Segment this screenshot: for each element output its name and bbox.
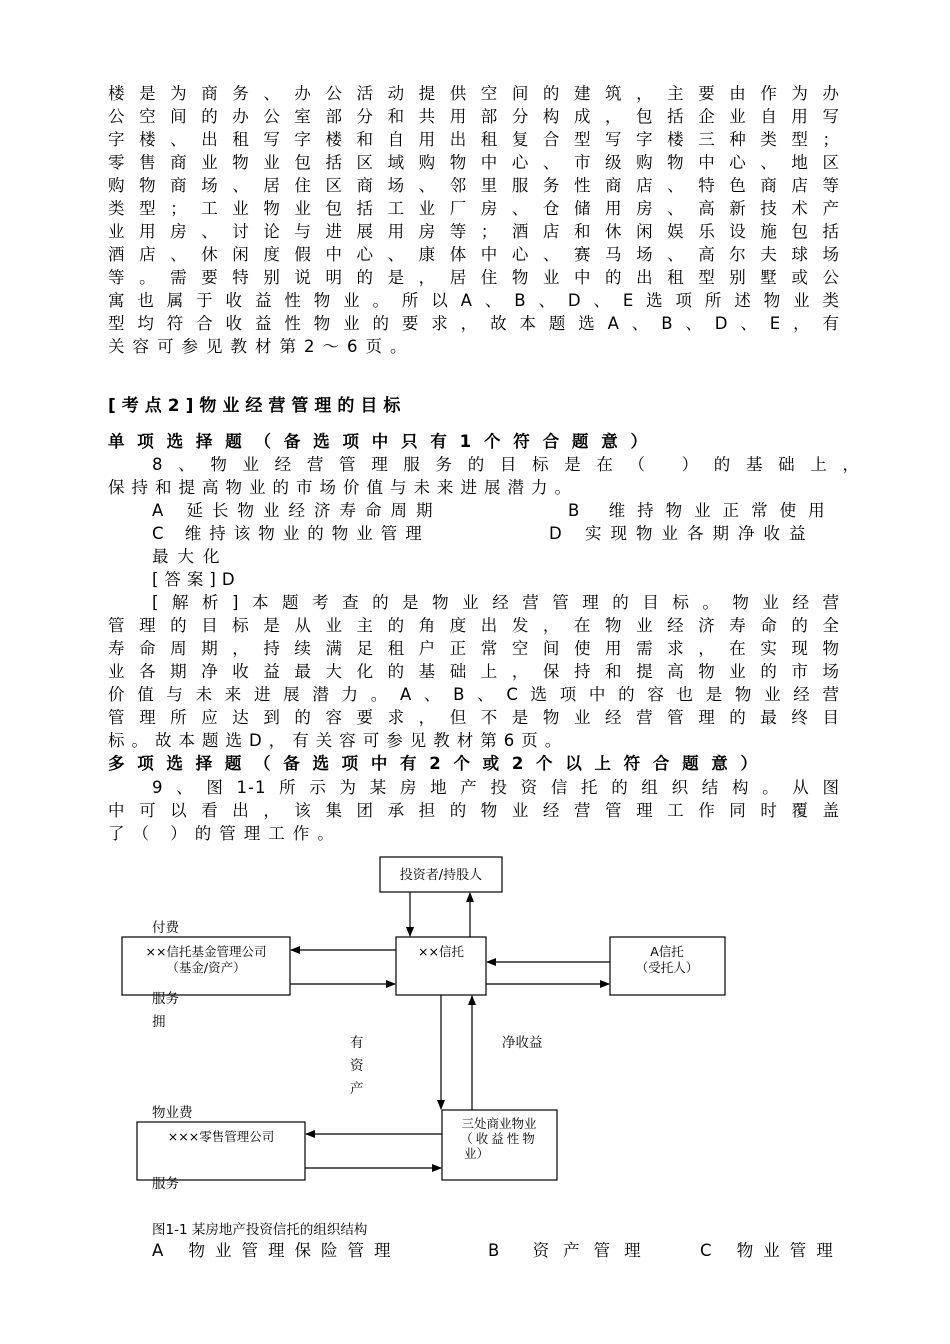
properties-label: 三处商业物业 — [461, 1116, 537, 1131]
question-8-line: 保持和提高物业的市场价值与未来进展潜力。 — [108, 478, 578, 497]
label-have-2: 资 — [350, 1058, 364, 1074]
paragraph-line: 等。需要特别说明的是，居住物业中的出租型别墅或公 — [108, 268, 840, 287]
analysis-line: [解析]本题考查的是物业经营管理的目标。物业经营 — [152, 593, 840, 612]
answer-8: [答案]D — [152, 570, 241, 589]
label-service: 服务 — [152, 991, 179, 1007]
question-9-line: 了（ ）的管理工作。 — [108, 824, 342, 843]
analysis-line: 业各期净收益最大化的基础上，保持和提高物业的市场 — [108, 662, 840, 681]
analysis-line: 管理的目标是从业主的角度出发，在物业经济寿命的全 — [108, 616, 840, 635]
question-8-line: 8、物业经营管理服务的目标是在（ ）的基础上， — [152, 455, 860, 474]
option-c: C 维持该物业的物业管理 — [152, 524, 430, 543]
label-own: 拥 — [152, 1014, 166, 1030]
paragraph-line: 楼是为商务、办公活动提供空间的建筑，主要由作为办 — [108, 84, 840, 103]
label-property-fee: 物业费 — [152, 1105, 193, 1121]
option-d-continued: 最大化 — [152, 547, 229, 566]
question-9-line: 中可以看出，该集团承担的物业经营管理工作同时覆盖 — [108, 801, 840, 820]
paragraph-line: 字楼、出租写字楼和自用出租复合型写字楼三种类型； — [108, 130, 840, 149]
label-fee: 付费 — [152, 920, 179, 936]
fund-company-sublabel: （基金/资产） — [166, 960, 246, 975]
trust-label: ××信托 — [418, 944, 464, 959]
org-structure-diagram — [0, 850, 950, 1210]
question-9-line: 9、图1-1所示为某房地产投资信托的组织结构。从图 — [152, 778, 840, 797]
paragraph-line: 业用房、讨论与进展用房等；酒店和休闲娱乐设施包括 — [108, 222, 840, 241]
label-have-1: 有 — [350, 1035, 364, 1051]
properties-sublabel: （收益性物 — [460, 1131, 538, 1146]
properties-sublabel-2: 业） — [464, 1146, 490, 1161]
single-choice-header: 单项选择题（备选项中只有1个符合题意） — [108, 432, 648, 451]
option-d: D 实现物业各期净收益 — [549, 524, 815, 543]
investor-label: 投资者/持股人 — [399, 868, 483, 883]
paragraph-line: 零售商业物业包括区域购物中心、市级购物中心、地区 — [108, 153, 840, 172]
retail-company-label: ×××零售管理公司 — [167, 1129, 275, 1144]
option-c: C 物业管理 — [700, 1241, 843, 1260]
option-b: B 资产管理 — [488, 1241, 655, 1260]
option-b: B 维持物业正常使用 — [568, 501, 837, 520]
paragraph-line: 寓也属于收益性物业。所以A、B、D、E选项所述物业类 — [108, 291, 840, 310]
paragraph-line: 购物商场、居住区商场、邻里服务性商店、特色商店等 — [108, 176, 840, 195]
a-trust-sublabel: （受托人） — [635, 960, 699, 975]
section-title: [考点2]物业经营管理的目标 — [108, 396, 407, 416]
label-have-3: 产 — [350, 1081, 364, 1097]
analysis-line: 价值与未来进展潜力。A、B、C选项中的容也是物业经营 — [108, 685, 840, 704]
paragraph-line: 类型；工业物业包括工业厂房、仓储用房、高新技术产 — [108, 199, 840, 218]
option-a: A 物业管理保险管理 — [152, 1241, 401, 1260]
label-service-2: 服务 — [152, 1176, 179, 1192]
figure-caption: 图1-1 某房地产投资信托的组织结构 — [152, 1222, 368, 1238]
analysis-line: 管理所应达到的容要求，但不是物业经营管理的最终目 — [108, 708, 840, 727]
a-trust-label: A信托 — [650, 944, 684, 959]
paragraph-line: 关容可参见教材第2～6页。 — [108, 337, 415, 356]
label-net-income: 净收益 — [502, 1035, 543, 1051]
paragraph-line: 酒店、休闲度假中心、康体中心、赛马场、高尔夫球场 — [108, 245, 840, 264]
option-a: A 延长物业经济寿命周期 — [152, 501, 442, 520]
analysis-line: 标。故本题选D，有关容可参见教材第6页。 — [108, 731, 569, 750]
multi-choice-header: 多项选择题（备选项中有2个或2个以上符合题意） — [108, 754, 758, 773]
analysis-line: 寿命周期，持续满足租户正常空间使用需求，在实现物 — [108, 639, 840, 658]
paragraph-line: 型均符合收益性物业的要求，故本题选A、B、D、E，有 — [108, 314, 840, 333]
paragraph-line: 公空间的办公室部分和共用部分构成，包括企业自用写 — [108, 107, 840, 126]
fund-company-label: ××信托基金管理公司 — [145, 944, 267, 959]
